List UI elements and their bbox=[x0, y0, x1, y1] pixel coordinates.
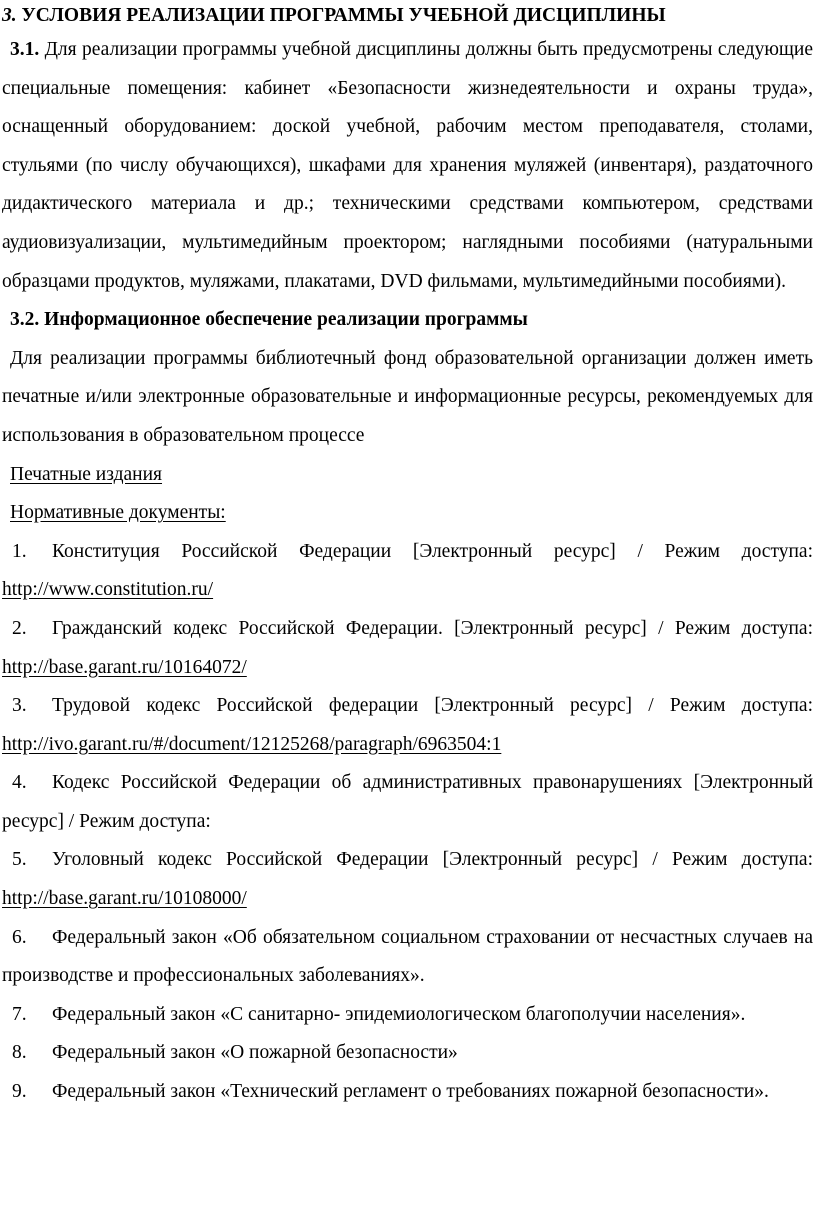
paragraph-3-1-text: Для реализации программы учебной дисциплины должны быть предусмотрены следующие специальные помещения: кабинет «Безопасности жизнедеятельности и охраны труда», оснащенный оборудованием: доской учебной, рабочим местом преподавателя, столами, стульями (по числу обучающихся), шкафами для хранения муляжей (инвентаря), раздаточного дидактического материала и др.; техническими средствами компьютером, средствами аудиовизуализации, мультимедийным проектором; наглядными пособиями (натуральными образцами продуктов, муляжами, плакатами, DVD фильмами, мультимедийными пособиями). bbox=[2, 39, 813, 292]
normative-docs-label: Нормативные документы: bbox=[10, 502, 226, 524]
list-item-text: Уголовный кодекс Российской Федерации [Электронный ресурс] / Режим доступа: bbox=[52, 849, 813, 871]
printed-editions-heading bbox=[2, 456, 813, 495]
section-title bbox=[2, 0, 813, 31]
list-item-text: Федеральный закон «Технический регламент о требованиях пожарной безопасности». bbox=[52, 1081, 769, 1103]
list-item-text: Федеральный закон «С санитарно- эпидемиологическом благополучии населения». bbox=[52, 1003, 746, 1025]
subsection-heading-3-2: 3.2. Информационное обеспечение реализации программы bbox=[10, 309, 528, 331]
list-item-link[interactable]: http://base.garant.ru/10164072/ bbox=[2, 656, 247, 678]
list-item-number: 9. bbox=[12, 1081, 27, 1103]
list-item-number: 2. bbox=[12, 617, 27, 639]
paragraph-3-1 bbox=[2, 31, 813, 301]
list-item-link[interactable]: http://ivo.garant.ru/#/document/12125268/paragraph/6963504:1 bbox=[2, 733, 502, 755]
subsection-number: 3.1. bbox=[10, 39, 40, 60]
printed-editions-label: Печатные издания bbox=[10, 463, 163, 485]
list-item-number: 4. bbox=[12, 772, 27, 794]
list-item-text: Федеральный закон «Об обязательном социальном страховании от несчастных случаев на производстве и профессиональных заболеваниях». bbox=[2, 926, 813, 987]
list-item-text: Трудовой кодекс Российской федерации [Электронный ресурс] / Режим доступа: bbox=[52, 695, 813, 717]
paragraph-3-2: Для реализации программы библиотечный фонд образовательной организации должен иметь печатные и/или электронные образовательные и информационные ресурсы, рекомендуемых для использования в образовательном процессе bbox=[2, 347, 813, 446]
list-item bbox=[2, 610, 813, 687]
list-item-link[interactable]: http://base.garant.ru/10108000/ bbox=[2, 888, 247, 910]
list-item bbox=[2, 1073, 813, 1112]
list-item bbox=[2, 1034, 813, 1073]
list-item-number: 8. bbox=[12, 1042, 27, 1064]
normative-docs-heading bbox=[2, 494, 813, 533]
list-item-link[interactable]: http://www.constitution.ru/ bbox=[2, 579, 214, 601]
list-item bbox=[2, 919, 813, 996]
list-item bbox=[2, 533, 813, 610]
list-item bbox=[2, 841, 813, 918]
list-item bbox=[2, 687, 813, 764]
normative-docs-list bbox=[2, 533, 813, 1112]
list-item-number: 7. bbox=[12, 1003, 27, 1025]
section-number: 3. bbox=[2, 5, 17, 26]
list-item-text: Гражданский кодекс Российской Федерации. [Электронный ресурс] / Режим доступа: bbox=[52, 617, 813, 639]
list-item bbox=[2, 996, 813, 1035]
list-item-number: 1. bbox=[12, 540, 27, 562]
section-title-text: УСЛОВИЯ РЕАЛИЗАЦИИ ПРОГРАММЫ УЧЕБНОЙ ДИСЦИПЛИНЫ bbox=[21, 5, 666, 26]
list-item-number: 5. bbox=[12, 849, 27, 871]
list-item-number: 3. bbox=[12, 695, 27, 717]
list-item-text: Федеральный закон «О пожарной безопасности» bbox=[52, 1042, 458, 1064]
list-item bbox=[2, 764, 813, 841]
list-item-text: Конституция Российской Федерации [Электронный ресурс] / Режим доступа: bbox=[52, 540, 813, 562]
list-item-text: Кодекс Российской Федерации об административных правонарушениях [Электронный ресурс] / Режим доступа: bbox=[2, 772, 813, 832]
list-item-number: 6. bbox=[12, 926, 27, 948]
